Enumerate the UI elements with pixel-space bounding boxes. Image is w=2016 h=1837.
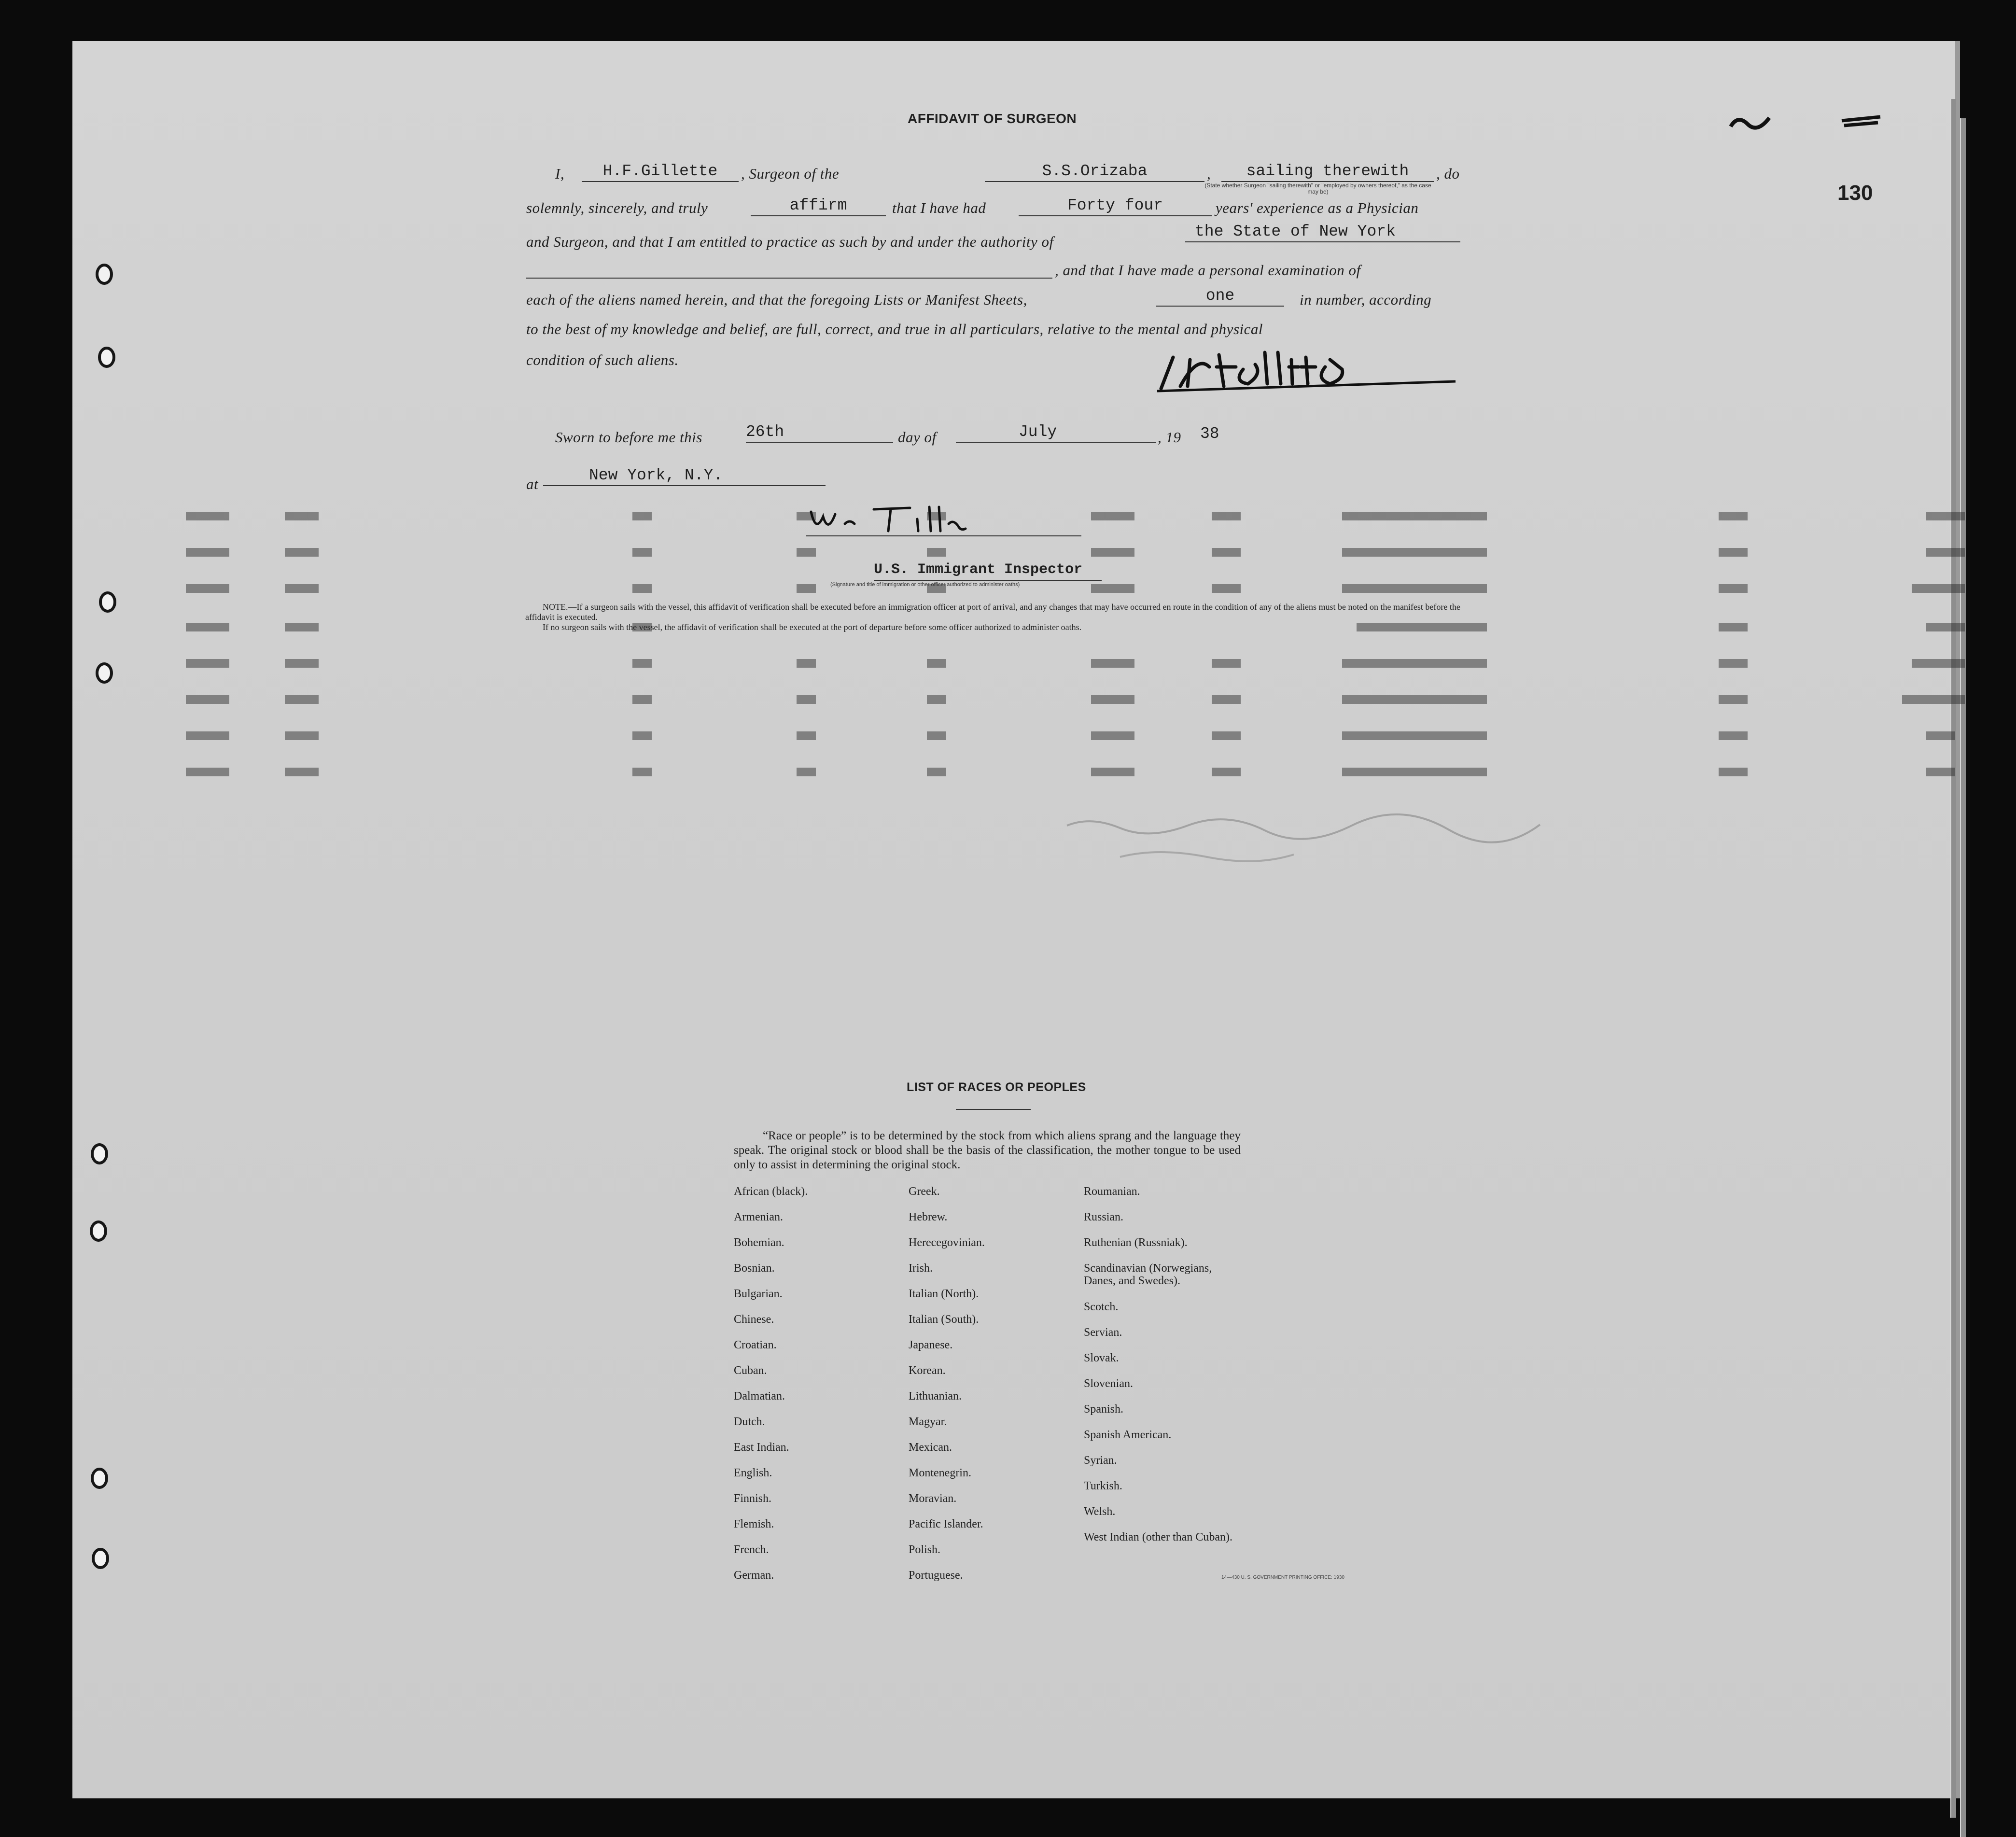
race-item: Moravian. xyxy=(909,1492,957,1505)
race-item: Lithuanian. xyxy=(909,1390,962,1402)
years-experience: Forty four xyxy=(1067,196,1163,214)
affidavit-line3-lead: and Surgeon, and that I am entitled to practice as such by and under the authority of xyxy=(526,233,1054,250)
status-note: (State whether Surgeon "sailing therewith" or "employed by owners thereof," as the case may be) xyxy=(1204,182,1431,195)
officer-signature xyxy=(806,502,1096,538)
race-item: Bulgarian. xyxy=(734,1288,783,1300)
race-item: Spanish. xyxy=(1084,1403,1124,1416)
race-item: Finnish. xyxy=(734,1492,772,1505)
race-item: Pacific Islander. xyxy=(909,1518,983,1530)
affidavit-line5-tail: in number, according xyxy=(1300,291,1432,308)
binder-hole xyxy=(92,1548,109,1569)
officer-caption: (Signature and title of immigration or other officer authorized to administer oaths) xyxy=(830,582,1020,588)
race-item: Scandinavian (Norwegians, Danes, and Swedes). xyxy=(1084,1262,1212,1287)
race-item: Ruthenian (Russniak). xyxy=(1084,1236,1188,1249)
comma: , xyxy=(1207,165,1211,182)
sworn-place: New York, N.Y. xyxy=(589,466,723,484)
race-item: Russian. xyxy=(1084,1211,1124,1223)
sworn-month: July xyxy=(1019,423,1057,441)
race-item: German. xyxy=(734,1569,774,1582)
sworn-at: at xyxy=(526,476,539,492)
affidavit-line6: to the best of my knowledge and belief, are full, correct, and true in all particulars, relative to the mental and physical xyxy=(526,321,1263,337)
race-item: Armenian. xyxy=(734,1211,783,1223)
page-edge xyxy=(1960,118,1966,1837)
binder-hole xyxy=(91,1468,108,1489)
sworn-day-field xyxy=(746,422,893,443)
binder-hole xyxy=(99,591,116,613)
races-column-3 xyxy=(1084,1185,1258,1557)
races-intro: “Race or people” is to be determined by the stock from which aliens sprang and the language they speak. The original stock or blood shall be the basis of the classification, the mother tongue to be used only to assist in determining the original stock. xyxy=(734,1129,1241,1171)
years-field xyxy=(1019,196,1212,216)
race-item: Magyar. xyxy=(909,1416,947,1428)
sworn-year: 38 xyxy=(1200,425,1219,443)
race-item: Mexican. xyxy=(909,1441,952,1454)
affirm-field xyxy=(751,196,886,216)
race-item: Flemish. xyxy=(734,1518,774,1530)
race-item: Japanese. xyxy=(909,1339,953,1351)
race-item: Italian (South). xyxy=(909,1313,979,1326)
affidavit-line7: condition of such aliens. xyxy=(526,351,679,368)
races-heading: LIST OF RACES OR PEOPLES xyxy=(907,1080,1086,1094)
race-item: Herecegovinian. xyxy=(909,1236,985,1249)
officer-title: U.S. Immigrant Inspector xyxy=(874,561,1102,581)
surgeon-signature xyxy=(1151,340,1460,396)
race-item: Montenegrin. xyxy=(909,1467,971,1479)
sworn-year-prefix: , 19 xyxy=(1158,429,1181,446)
race-item: Turkish. xyxy=(1084,1480,1122,1492)
race-item: Hebrew. xyxy=(909,1211,948,1223)
note-paragraph: If no surgeon sails with the vessel, the affidavit of verification shall be executed at the port of departure before some officer authorized to administer oaths. xyxy=(543,622,1082,632)
page-number: 130 xyxy=(1837,181,1873,205)
bleed-through-row xyxy=(174,548,1839,562)
affidavit-line5-lead: each of the aliens named herein, and that the foregoing Lists or Manifest Sheets, xyxy=(526,291,1027,308)
race-item: Syrian. xyxy=(1084,1454,1117,1467)
races-column-1 xyxy=(734,1185,908,1595)
binder-hole xyxy=(90,1220,107,1242)
race-item: Roumanian. xyxy=(1084,1185,1140,1198)
sheets-count: one xyxy=(1205,287,1235,305)
sworn-lead: Sworn to before me this xyxy=(555,429,702,446)
race-item: Dalmatian. xyxy=(734,1390,785,1402)
sworn-day-of: day of xyxy=(898,429,937,446)
races-heading-rule xyxy=(956,1109,1031,1110)
surgeon-status-field xyxy=(1221,162,1434,182)
bleed-through-row xyxy=(174,695,1839,710)
race-item: Portuguese. xyxy=(909,1569,963,1582)
race-item: Bohemian. xyxy=(734,1236,784,1249)
sworn-day: 26th xyxy=(746,423,784,441)
affidavit-line2-mid: that I have had xyxy=(892,199,986,216)
printer-line: 14—430 U. S. GOVERNMENT PRINTING OFFICE: 1930 xyxy=(1221,1575,1344,1580)
race-item: Cuban. xyxy=(734,1364,767,1377)
vessel-name: S.S.Orizaba xyxy=(1042,162,1148,180)
race-item: Italian (North). xyxy=(909,1288,979,1300)
race-item: Polish. xyxy=(909,1543,941,1556)
race-item: East Indian. xyxy=(734,1441,789,1454)
race-item: Spanish American. xyxy=(1084,1429,1172,1441)
page-edge xyxy=(1950,99,1956,1818)
race-item: Welsh. xyxy=(1084,1505,1116,1518)
struck-number-mark xyxy=(1728,112,1772,131)
affidavit-line2-lead: solemnly, sincerely, and truly xyxy=(526,199,708,216)
affidavit-line1-i: I, xyxy=(555,165,565,182)
race-item: Slovak. xyxy=(1084,1352,1119,1364)
binder-hole xyxy=(96,264,113,285)
bleed-through-row xyxy=(174,731,1839,746)
binder-hole xyxy=(91,1143,108,1164)
race-item: English. xyxy=(734,1467,772,1479)
sworn-month-field xyxy=(956,422,1156,443)
race-item: Bosnian. xyxy=(734,1262,775,1275)
surgeon-name-field xyxy=(582,162,739,182)
authority-field xyxy=(1185,222,1460,242)
affidavit-heading: AFFIDAVIT OF SURGEON xyxy=(908,111,1077,126)
race-item: Chinese. xyxy=(734,1313,774,1326)
race-item: Servian. xyxy=(1084,1326,1122,1339)
race-item: French. xyxy=(734,1543,769,1556)
affidavit-line1-surgeon-of: , Surgeon of the xyxy=(741,165,840,182)
bleed-through-row xyxy=(174,768,1839,782)
race-item: Croatian. xyxy=(734,1339,777,1351)
surgeon-status: sailing therewith xyxy=(1246,162,1409,180)
affirm-word: affirm xyxy=(789,196,847,214)
sworn-place-field xyxy=(543,466,826,486)
affidavit-line2-tail: years' experience as a Physician xyxy=(1216,199,1419,216)
race-item: African (black). xyxy=(734,1185,808,1198)
race-item: Dutch. xyxy=(734,1416,765,1428)
surgeon-name: H.F.Gillette xyxy=(602,162,718,180)
pencil-annotation xyxy=(1062,811,1545,874)
vessel-field xyxy=(985,162,1204,182)
affidavit-line4-tail: , and that I have made a personal examination of xyxy=(1055,262,1361,279)
races-column-2 xyxy=(909,1185,1082,1595)
affidavit-note xyxy=(525,602,1462,632)
authority: the State of New York xyxy=(1195,223,1396,240)
binder-hole xyxy=(98,347,115,368)
race-item: Greek. xyxy=(909,1185,940,1198)
affidavit-line1-do: , do xyxy=(1436,165,1460,182)
race-item: West Indian (other than Cuban). xyxy=(1084,1531,1232,1543)
race-item: Slovenian. xyxy=(1084,1377,1133,1390)
struck-number-mark xyxy=(1839,112,1883,131)
race-item: Korean. xyxy=(909,1364,946,1377)
binder-hole xyxy=(96,662,113,684)
note-paragraph: NOTE.—If a surgeon sails with the vessel, this affidavit of verification shall be executed before an immigration officer at port of arrival, and any changes that may have occurred en route in the condition of any of the aliens must be noted on the manifest before the affidavit is executed. xyxy=(525,602,1460,622)
sheets-count-field xyxy=(1156,286,1284,307)
bleed-through-row xyxy=(174,659,1839,673)
race-item: Irish. xyxy=(909,1262,933,1275)
authority-continuation-field xyxy=(526,258,1052,279)
race-item: Scotch. xyxy=(1084,1301,1119,1313)
